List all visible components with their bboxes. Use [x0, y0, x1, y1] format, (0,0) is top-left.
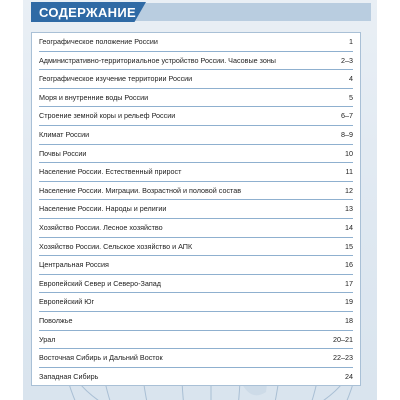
toc-entry-title: Почвы России: [39, 148, 87, 158]
toc-row: [39, 349, 353, 368]
toc-entry-title: Европейский Север и Северо-Запад: [39, 278, 161, 288]
toc-row: [39, 293, 353, 312]
toc-entry-title: Административно-территориальное устройство России. Часовые зоны: [39, 55, 276, 65]
toc-entry-page: 2–3: [341, 55, 353, 65]
toc-entry-page: 1: [349, 37, 353, 46]
toc-entry-page: 15: [345, 241, 353, 251]
page-title: СОДЕРЖАНИЕ: [39, 5, 136, 20]
toc-entry-page: 14: [345, 222, 353, 232]
toc-entry-page: 5: [349, 92, 353, 102]
toc-row: [39, 312, 353, 331]
toc-entry-title: Центральная Россия: [39, 260, 109, 270]
toc-entry-page: 4: [349, 74, 353, 84]
toc-entry-page: 6–7: [341, 111, 353, 121]
toc-entry-title: Хозяйство России. Сельское хозяйство и АПК: [39, 241, 193, 251]
toc-entry-title: Географическое положение России: [39, 37, 158, 46]
toc-row: [39, 182, 353, 201]
toc-entry-page: 12: [345, 185, 353, 195]
toc-entry-page: 10: [345, 148, 353, 158]
toc-entry-title: Хозяйство России. Лесное хозяйство: [39, 222, 163, 232]
toc-entry-page: 18: [345, 315, 353, 325]
toc-entry-title: Климат России: [39, 129, 90, 139]
toc-entry-title: Население России. Народы и религии: [39, 204, 167, 214]
toc-entry-page: 24: [345, 371, 353, 381]
toc-entry-title: Урал: [39, 334, 56, 344]
toc-row: [39, 219, 353, 238]
toc-entry-title: Европейский Юг: [39, 297, 95, 307]
toc-row: [39, 52, 353, 71]
toc-row: [39, 256, 353, 275]
toc-entry-title: Население России. Миграции. Возрастной и половой состав: [39, 185, 242, 195]
toc-row: [39, 126, 353, 145]
toc-row: [39, 275, 353, 294]
toc-row: [39, 368, 353, 386]
toc-entry-title: Восточная Сибирь и Дальний Восток: [39, 353, 163, 363]
atlas-page: [23, 0, 377, 400]
toc-entry-title: Географическое изучение территории России: [39, 74, 193, 84]
toc-entry-page: 8–9: [341, 129, 353, 139]
toc-entry-title: Строение земной коры и рельеф России: [39, 111, 176, 121]
toc-row: [39, 331, 353, 350]
toc-entry-page: 20–21: [333, 334, 353, 344]
toc-row: [39, 89, 353, 108]
toc-entry-page: 22–23: [333, 353, 353, 363]
toc-entry-page: 17: [345, 278, 353, 288]
toc-row: [39, 163, 353, 182]
toc-entry-title: Население России. Естественный прирост: [39, 167, 182, 177]
toc-row: [39, 107, 353, 126]
toc-entry-page: 16: [345, 260, 353, 270]
toc-row: [39, 145, 353, 164]
toc-entry-page: 13: [345, 204, 353, 214]
toc-entry-page: 11: [345, 167, 353, 177]
toc-entry-title: Поволжье: [39, 315, 73, 325]
toc-row: [39, 70, 353, 89]
toc-row: [39, 200, 353, 219]
table-of-contents: [31, 32, 361, 386]
toc-entry-title: Моря и внутренние воды России: [39, 92, 149, 102]
toc-entry-title: Западная Сибирь: [39, 371, 99, 381]
toc-row: [39, 238, 353, 257]
toc-entry-page: 19: [345, 297, 353, 307]
toc-row: [39, 33, 353, 52]
